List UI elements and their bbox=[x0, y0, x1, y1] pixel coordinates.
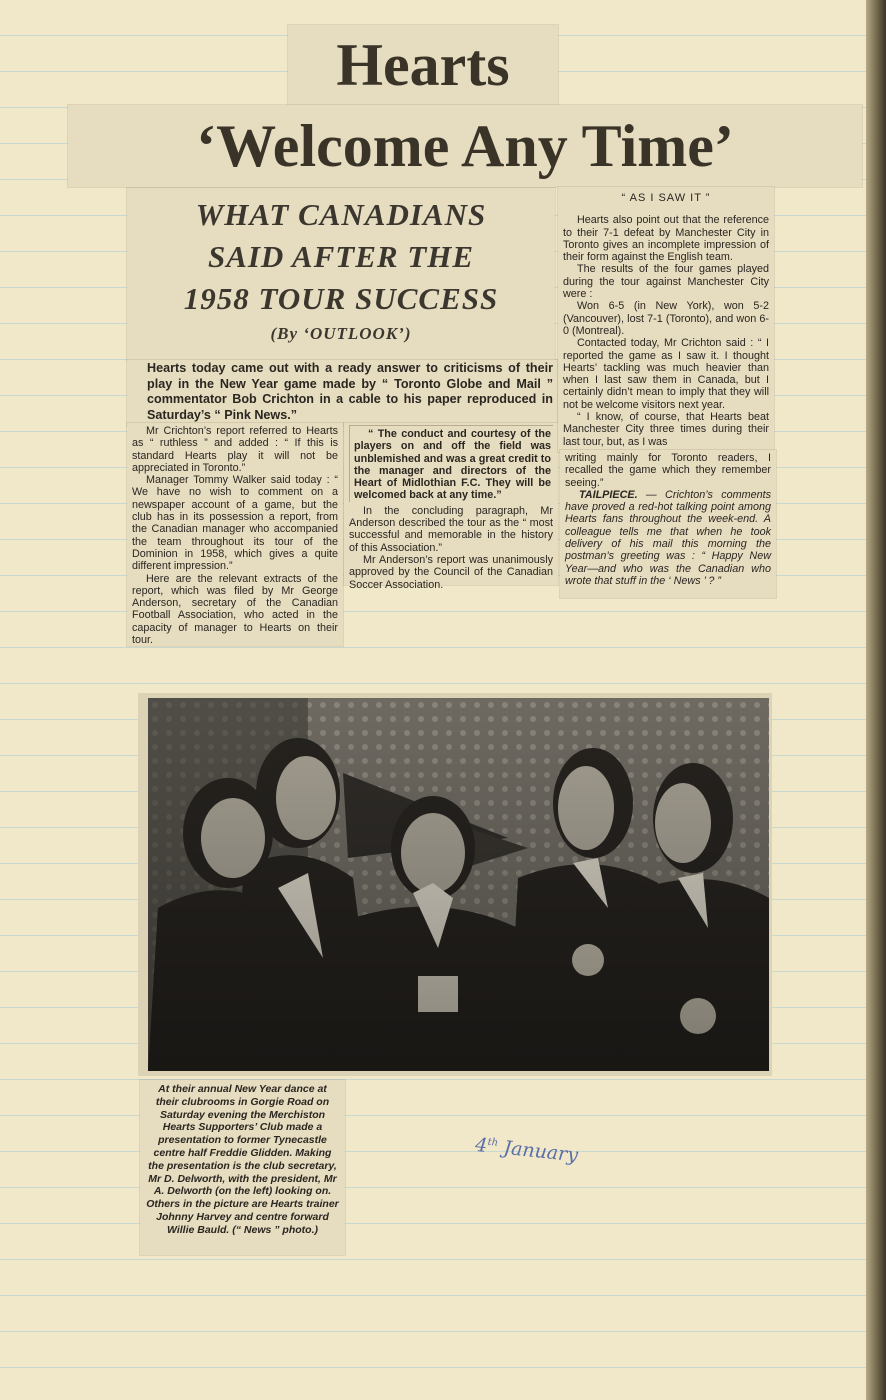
headline-main: ‘Welcome Any Time’ bbox=[68, 105, 862, 187]
subhead-lines bbox=[127, 188, 555, 320]
subhead-line-1: WHAT CANADIANS bbox=[195, 197, 487, 232]
paragraph: The results of the four games played during the tour against Manchester City were : bbox=[563, 263, 769, 301]
article-column-2 bbox=[344, 423, 558, 591]
paragraph: Mr Crichton’s report referred to Hearts as “ ruthless ” and added : “ If this is standard Hearts play it will not be appreciated in Toronto.” bbox=[132, 425, 338, 474]
report-quote: “ The conduct and courtesy of the players on and off the field was unblemished and was a great credit to the manager and directors of the Heart of Midlothian F.C. They will be welcomed back at any time.” bbox=[349, 425, 553, 502]
paragraph: Here are the relevant extracts of the report, which was filed by Mr George Anderson, secretary of the Canadian Football Association, who acted in the capacity of manager to Hearts on their tour. bbox=[132, 572, 338, 647]
tailpiece-label: TAILPIECE. bbox=[579, 488, 638, 501]
subhead-line-2: SAID AFTER THE bbox=[207, 239, 475, 274]
page-binding bbox=[866, 0, 886, 1400]
paragraph: Manager Tommy Walker said today : “ We have no wish to comment on a newspaper account of a game, but the club has in its possession a report, from the Canadian manager who accompanied the team throughout its tour of the Dominion in 1958, which gives a quite different impression.” bbox=[132, 474, 338, 573]
handnote-month: January bbox=[502, 1136, 580, 1167]
paragraph: “ I know, of course, that Hearts beat Manchester City three times during their last tour, but, as I was bbox=[563, 411, 769, 448]
standfirst: Hearts today came out with a ready answer to criticisms of their play in the New Year game made by “ Toronto Globe and Mail ” commentator Bob Crichton in a cable to his paper reproduced in Saturday’s “ Pink News.” bbox=[127, 360, 557, 426]
byline: (By ‘OUTLOOK’) bbox=[270, 324, 412, 343]
headline-top: Hearts bbox=[288, 25, 558, 105]
paragraph: In the concluding paragraph, Mr Anderson described the tour as the “ most successful and memorable in the history of this Association.” bbox=[349, 504, 553, 554]
presentation-photo bbox=[148, 698, 769, 1071]
article-column-3 bbox=[558, 187, 774, 452]
handnote-suffix: th bbox=[487, 1136, 499, 1149]
paragraph: Contacted today, Mr Crichton said : “ I reported the game as I saw it. I thought Hearts’ tackling was much heavier than when I last saw them in Canada, but I certainly didn’t mean to imply that they will not be welcome visitors next year. bbox=[563, 337, 769, 411]
tailpiece-text: — Crichton’s comments have proved a red-hot talking point among Hearts fans throughout the week-end. A colleague tells me that when he took delivery of his mail this morning the postman’s greeting was : “ Happy New Year—and who was the Canadian who wrote that stuff in the ‘ News ’ ? ” bbox=[565, 488, 771, 587]
photo-caption: At their annual New Year dance at their clubrooms in Gorgie Road on Saturday evening the Merchiston Hearts Supporters’ Club made a presentation to former Tynecastle centre half Freddie Glidden. Making the presentation is the club secretary, Mr D. Delworth, with the president, Mr A. Delworth (on the left) looking on. Others in the picture are Hearts trainer Johnny Harvey and centre forward Willie Bauld. (“ News ” photo.) bbox=[140, 1080, 345, 1255]
paragraph: Hearts also point out that the reference to their 7-1 defeat by Manchester City in Toronto gives an incomplete impression of their form against the English team. bbox=[563, 214, 769, 264]
subhead-block bbox=[127, 188, 555, 360]
handnote-ordinal: 4 bbox=[474, 1133, 489, 1157]
article-column-1 bbox=[127, 423, 343, 646]
photo-image bbox=[148, 698, 769, 1071]
paragraph: writing mainly for Toronto readers, I recalled the game which they remember seeing.” bbox=[565, 452, 771, 489]
article-column-3-continued bbox=[560, 450, 776, 598]
column-kicker: “ AS I SAW IT ” bbox=[621, 192, 711, 204]
paragraph: Mr Anderson’s report was unanimously approved by the Council of the Canadian Soccer Association. bbox=[349, 553, 553, 591]
paragraph: Won 6-5 (in New York), won 5-2 (Vancouver), lost 7-1 (Toronto), and won 6-0 (Montreal). bbox=[563, 300, 769, 337]
tailpiece bbox=[565, 489, 771, 587]
subhead-line-3: 1958 TOUR SUCCESS bbox=[183, 281, 499, 316]
